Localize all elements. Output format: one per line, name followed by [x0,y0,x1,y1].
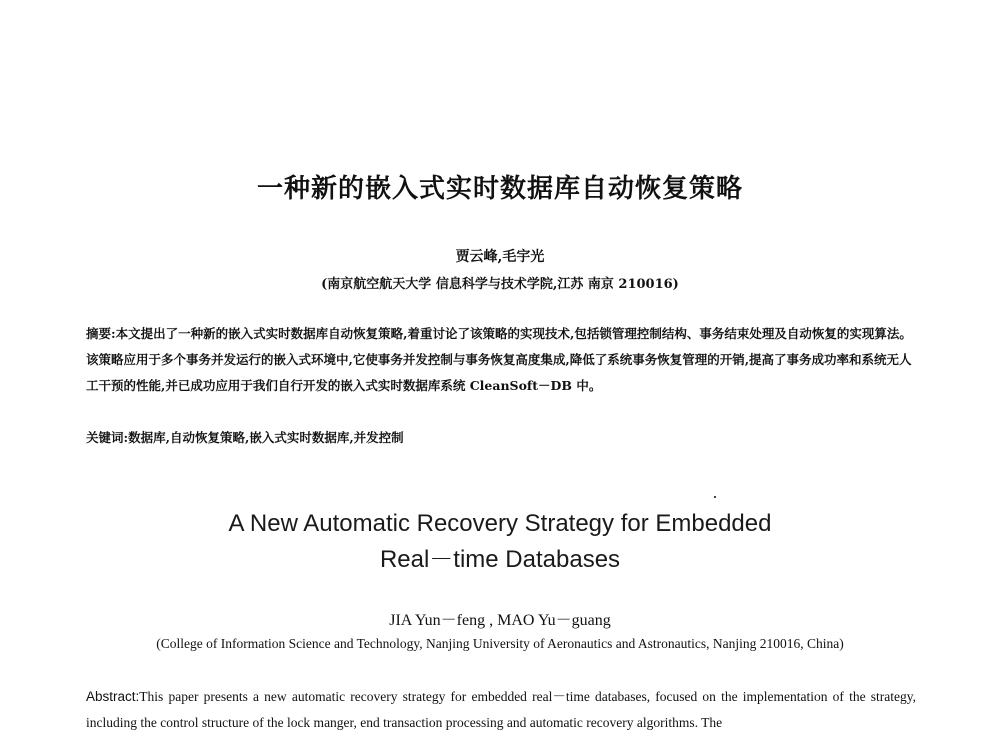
english-authors: JIA Yun－feng , MAO Yu－guang [389,612,611,629]
chinese-abstract [86,321,914,399]
chinese-keywords-text: 数据库,自动恢复策略,嵌入式实时数据库,并发控制 [128,430,404,445]
chinese-affiliation: (南京航空航天大学 信息科学与技术学院,江苏 南京 210016) [321,277,679,292]
scan-speck [714,496,716,498]
english-affiliation: (College of Information Science and Technology, Nanjing University of Aeronautics and Astronautics, Nanjing 210016, China) [156,636,844,651]
chinese-authors: 贾云峰,毛宇光 [455,249,545,265]
chinese-abstract-text: 本文提出了一种新的嵌入式实时数据库自动恢复策略,着重讨论了该策略的实现技术,包括锁管理控制结构、事务结束处理及自动恢复的实现算法。该策略应用于多个事务并发运行的嵌入式环境中,它使事务并发控制与事务恢复高度集成,降低了系统事务恢复管理的开销,提高了事务成功率和系统无人工干预的性能,并已成功应用于我们自行开发的嵌入式实时数据库系统 CleanSoft－DB 中。 [86,326,912,393]
english-abstract-label: Abstract: [86,689,140,704]
chinese-keywords [86,425,914,451]
chinese-title: 一种新的嵌入式实时数据库自动恢复策略 [256,174,743,204]
english-title-line2: Real－time Databases [379,546,621,573]
english-title [0,506,1000,578]
english-title-line1: A New Automatic Recovery Strategy for Embedded [228,510,772,537]
chinese-abstract-label: 摘要: [86,326,116,341]
chinese-keywords-label: 关键词: [86,430,129,445]
english-abstract-text: This paper presents a new automatic recovery strategy for embedded real－time databases, focused on the implementation of the strategy, including the control structure of the lock manger, end transaction processing and automatic recovery algorithms. The [86,689,916,730]
english-abstract [86,684,916,736]
